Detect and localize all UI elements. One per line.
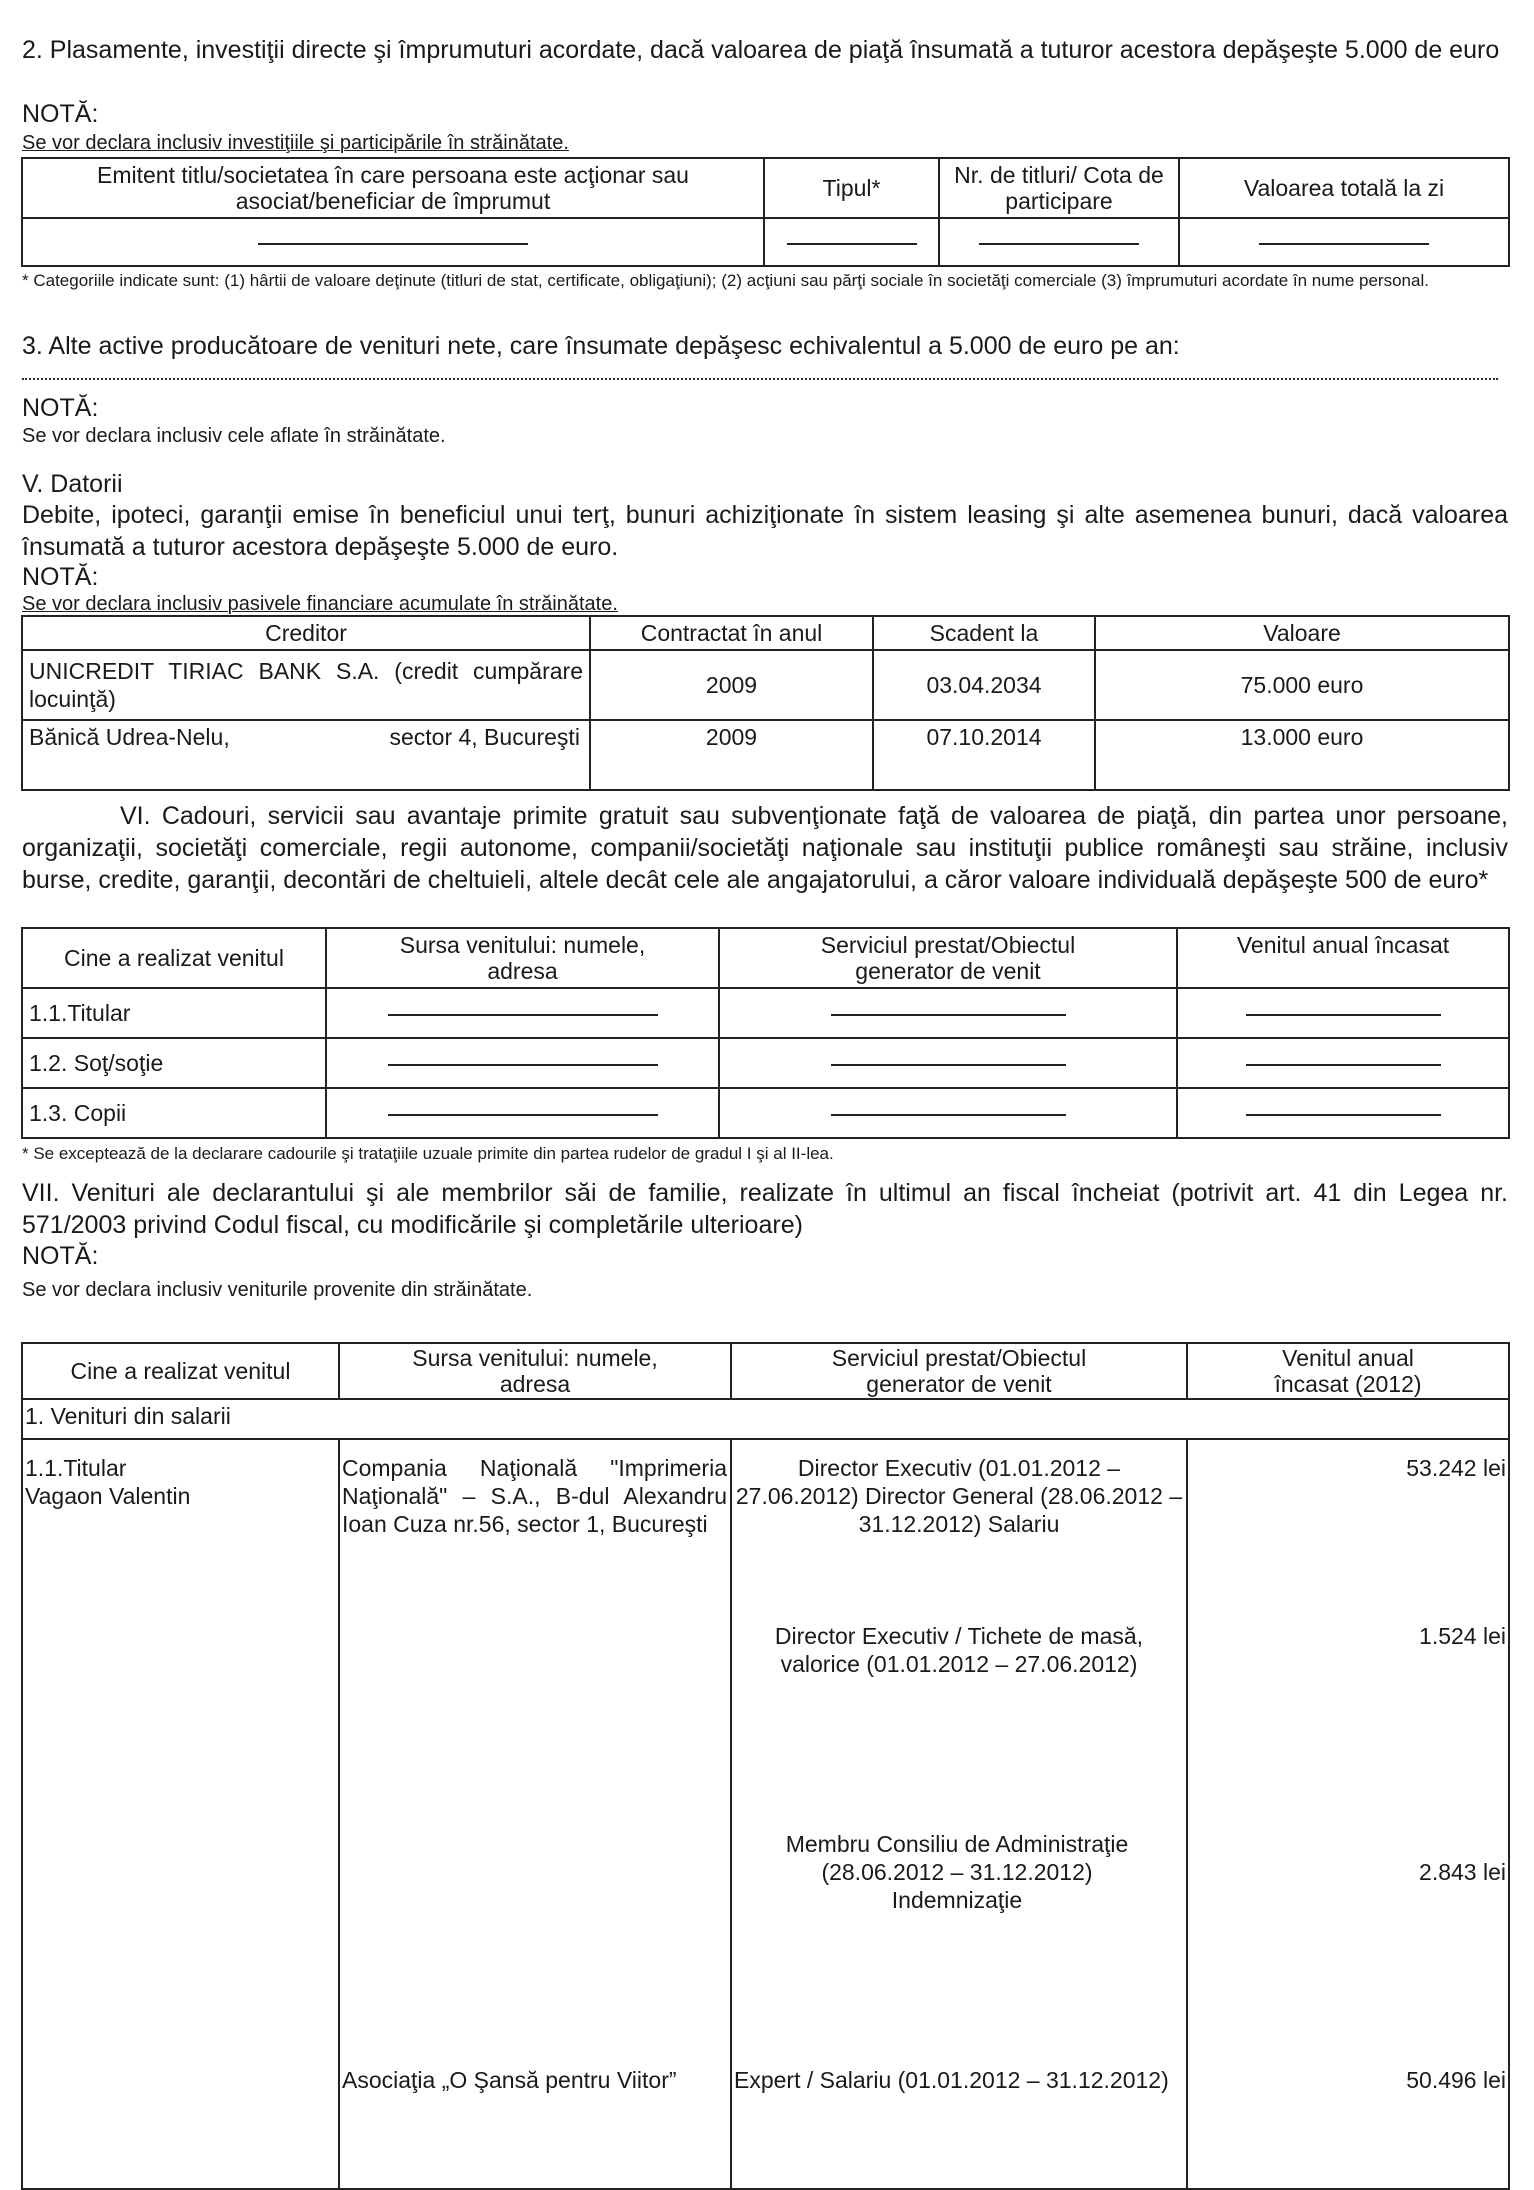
plasamente-nota-text: Se vor declara inclusiv investiţiile şi participările în străinătate. xyxy=(22,132,569,154)
alte-active-nota-label: NOTĂ: xyxy=(22,394,99,422)
col-cine: Cine a realizat venitul xyxy=(22,1343,339,1399)
col-venitul: Venitul anual încasat xyxy=(1177,928,1509,988)
col-venitul: Venitul anual încasat (2012) xyxy=(1187,1343,1509,1399)
row-label: 1.2. Soţ/soţie xyxy=(22,1038,326,1088)
table-row xyxy=(22,720,1509,790)
amount-1: 53.242 lei xyxy=(1406,1455,1506,1481)
service-2: Director Executiv / Tichete de masă, valorice (01.01.2012 – 27.06.2012) xyxy=(774,1623,1144,1677)
creditor-cell: UNICREDIT TIRIAC BANK S.A. (credit cumpărare locuinţă) xyxy=(22,650,590,720)
year-cell: 2009 xyxy=(590,720,873,790)
service-4: Expert / Salariu (01.01.2012 – 31.12.2012) xyxy=(734,2067,1169,2093)
blank-cell xyxy=(22,218,764,266)
col-cine: Cine a realizat venitul xyxy=(22,928,326,988)
blank-cell xyxy=(719,1088,1177,1138)
col-valoare: Valoare xyxy=(1095,616,1509,650)
due-cell: 07.10.2014 xyxy=(873,720,1095,790)
service-1: Director Executiv (01.01.2012 – 27.06.2012) Director General (28.06.2012 – 31.12.2012) Salariu xyxy=(735,1455,1183,1537)
table-row xyxy=(22,1088,1509,1138)
amount-4: 50.496 lei xyxy=(1406,2067,1506,2093)
blank-cell xyxy=(1179,218,1509,266)
amount-3: 2.843 lei xyxy=(1419,1859,1506,1885)
blank-cell xyxy=(719,988,1177,1038)
row-label: 1.1.Titular xyxy=(22,988,326,1038)
col-sursa: Sursa venitului: numele, adresa xyxy=(339,1343,731,1399)
creditor-cell: Bănică Udrea-Nelu, sector 4, Bucureşti xyxy=(22,720,590,790)
col-tipul: Tipul* xyxy=(764,158,939,218)
plasamente-table xyxy=(21,157,1510,267)
datorii-text: Debite, ipoteci, garanţii emise în beneficiul unui terţ, bunuri achiziţionate în sistem leasing şi alte asemenea bunuri, dacă valoarea însumată a tuturor acestora depăşeşte 5.000 de euro. xyxy=(22,501,1508,561)
titular-label: 1.1.Titular xyxy=(25,1455,127,1481)
titular-name: Vagaon Valentin xyxy=(25,1483,191,1509)
table-row xyxy=(22,988,1509,1038)
datorii-table xyxy=(21,615,1510,791)
venituri-table xyxy=(21,1342,1510,2190)
col-sursa: Sursa venitului: numele, adresa xyxy=(326,928,719,988)
col-emitent: Emitent titlu/societatea în care persoana este acţionar sau asociat/beneficiar de împrumut xyxy=(22,158,764,218)
datorii-nota-label: NOTĂ: xyxy=(22,563,99,591)
plasamente-nota-label: NOTĂ: xyxy=(22,100,99,128)
venituri-nota-label: NOTĂ: xyxy=(22,1242,99,1270)
blank-cell xyxy=(1177,988,1509,1038)
alte-active-heading: 3. Alte active producătoare de venituri nete, care însumate depăşesc echivalentul a 5.000 de euro pe an: xyxy=(22,332,1180,360)
cadouri-footnote: * Se exceptează de la declarare cadourile şi trataţiile uzuale primite din partea rudelor de gradul I şi al II-lea. xyxy=(22,1144,834,1163)
blank-cell xyxy=(719,1038,1177,1088)
col-creditor: Creditor xyxy=(22,616,590,650)
year-cell: 2009 xyxy=(590,650,873,720)
row-label: 1.3. Copii xyxy=(22,1088,326,1138)
cadouri-table xyxy=(21,927,1510,1139)
blank-cell xyxy=(1177,1038,1509,1088)
plasamente-heading: 2. Plasamente, investiţii directe şi împrumuturi acordate, dacă valoarea de piaţă însumată a tuturor acestora depăşeşte 5.000 de euro xyxy=(22,36,1500,64)
plasamente-footnote: * Categoriile indicate sunt: (1) hârtii de valoare deţinute (titluri de stat, certificate, obligaţiuni); (2) acţiuni sau părţi sociale în societăţi comerciale (3) împrumuturi acordate în nume personal. xyxy=(22,271,1429,290)
col-scadent: Scadent la xyxy=(873,616,1095,650)
blank-cell xyxy=(939,218,1179,266)
source-1: Compania Naţională "Imprimeria Naţională" – S.A., B-dul Alexandru Ioan Cuza nr.56, sector 1, Bucureşti xyxy=(342,1455,727,1537)
datorii-header-row xyxy=(22,616,1509,650)
value-cell: 75.000 euro xyxy=(1095,650,1509,720)
venituri-heading: VII. Venituri ale declarantului şi ale membrilor săi de familie, realizate în ultimul an fiscal încheiat (potrivit art. 41 din Legea nr. 571/2003 privind Codul fiscal, cu modificările şi completările ulterioare) xyxy=(22,1179,1508,1239)
col-contractat: Contractat în anul xyxy=(590,616,873,650)
dotted-line xyxy=(22,378,1498,380)
col-valoarea: Valoarea totală la zi xyxy=(1179,158,1509,218)
titular-cell xyxy=(22,1439,339,2189)
cadouri-header-row xyxy=(22,928,1509,988)
amount-cell xyxy=(1187,1439,1509,2189)
service-3: Membru Consiliu de Administraţie (28.06.2012 – 31.12.2012) Indemnizaţie xyxy=(785,1831,1129,1913)
datorii-title: V. Datorii xyxy=(22,470,123,498)
amount-2: 1.524 lei xyxy=(1419,1623,1506,1649)
col-nr-titluri: Nr. de titluri/ Cota de participare xyxy=(939,158,1179,218)
blank-cell xyxy=(326,988,719,1038)
source-2: Asociaţia „O Şansă pentru Viitor” xyxy=(342,2067,677,2093)
blank-cell xyxy=(326,1088,719,1138)
blank-cell xyxy=(764,218,939,266)
blank-cell xyxy=(326,1038,719,1088)
plasamente-header-row xyxy=(22,158,1509,218)
col-serviciul: Serviciul prestat/Obiectul generator de venit xyxy=(731,1343,1187,1399)
value-cell: 13.000 euro xyxy=(1095,720,1509,790)
datorii-nota-text: Se vor declara inclusiv pasivele financiare acumulate în străinătate. xyxy=(22,593,618,615)
titular-row xyxy=(22,1439,1509,2189)
cadouri-text: VI. Cadouri, servicii sau avantaje primite gratuit sau subvenţionate faţă de valoarea de piaţă, din partea unor persoane, organizaţii, societăţi comerciale, regii autonome, companii/societăţi naţionale sau instituţii publice româneşti sau străine, inclusiv burse, credite, garanţii, decontări de cheltuieli, altele decât cele ale angajatorului, a căror valoare individuală depăşeşte 500 de euro* xyxy=(22,802,1508,894)
blank-cell xyxy=(1177,1088,1509,1138)
due-cell: 03.04.2034 xyxy=(873,650,1095,720)
venituri-header-row xyxy=(22,1343,1509,1399)
category-row xyxy=(22,1399,1509,1439)
alte-active-nota-text: Se vor declara inclusiv cele aflate în străinătate. xyxy=(22,425,446,447)
category-label: 1. Venituri din salarii xyxy=(22,1399,1509,1439)
table-row xyxy=(22,1038,1509,1088)
source-cell xyxy=(339,1439,731,2189)
plasamente-empty-row xyxy=(22,218,1509,266)
col-serviciul: Serviciul prestat/Obiectul generator de venit xyxy=(719,928,1177,988)
table-row xyxy=(22,650,1509,720)
venituri-nota-text: Se vor declara inclusiv veniturile provenite din străinătate. xyxy=(22,1279,533,1301)
service-cell xyxy=(731,1439,1187,2189)
